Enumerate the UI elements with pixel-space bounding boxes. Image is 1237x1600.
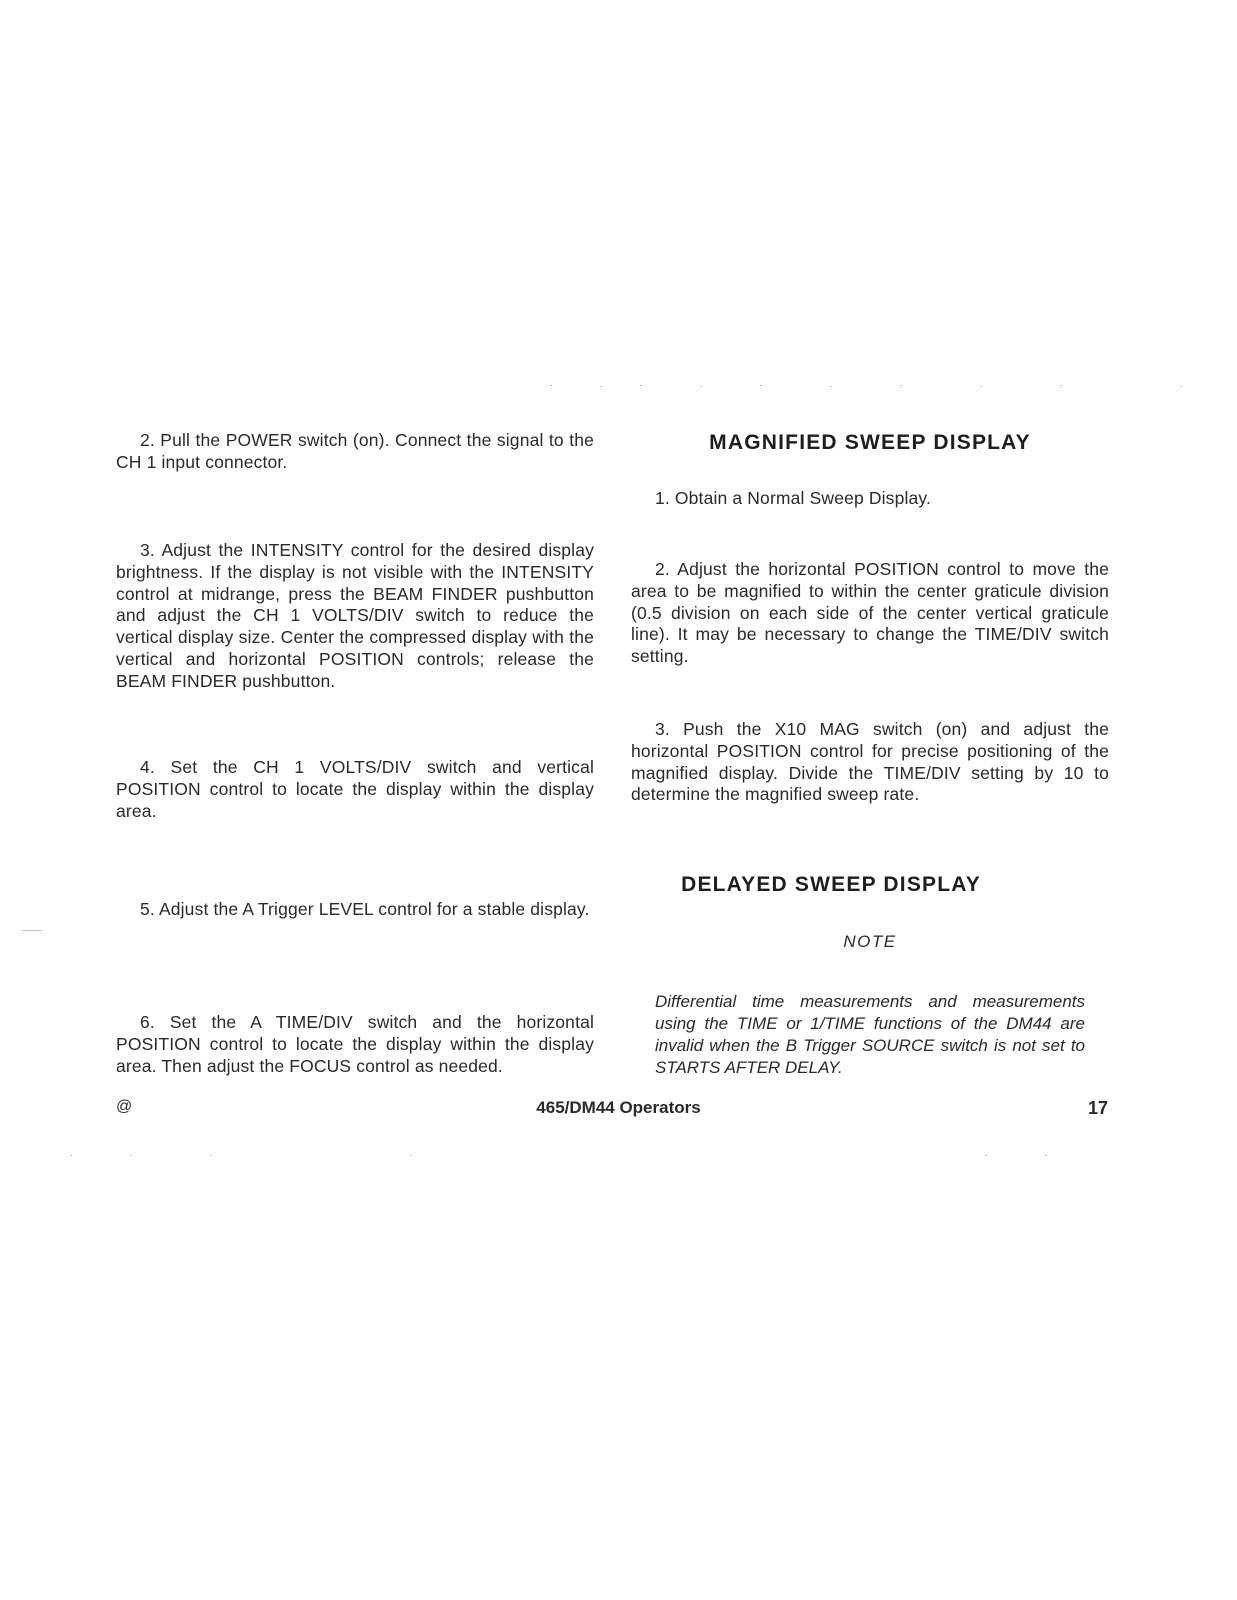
left-step-6: 6. Set the A TIME/DIV switch and the horizontal POSITION control to locate the display within the display area. Then adjust the FOCUS control as needed. [116, 1012, 594, 1076]
scan-speck [600, 386, 602, 387]
scan-speck [410, 1155, 412, 1156]
scan-speck [550, 385, 552, 386]
note-text: Differential time measurements and measurements using the TIME or 1/TIME functions of the DM44 are invalid when the B Trigger SOURCE switch is not set to STARTS AFTER DELAY. [655, 992, 1085, 1077]
scan-speck [900, 385, 902, 386]
left-step-3: 3. Adjust the INTENSITY control for the desired display brightness. If the display is not visible with the INTENSITY control at midrange, press the BEAM FINDER pushbutton and adjust the CH 1 VOLTS/DIV switch to reduce the vertical display size. Center the compressed display with the vertical and horizontal POSITION controls; release the BEAM FINDER pushbutton. [116, 540, 594, 691]
footer-symbol: @ [116, 1098, 133, 1115]
scan-speck [830, 386, 832, 387]
scan-speck [760, 385, 762, 386]
delayed-sweep-heading: DELAYED SWEEP DISPLAY [681, 873, 981, 896]
scan-speck [130, 1155, 132, 1156]
left-step-5: 5. Adjust the A Trigger LEVEL control for a stable display. [140, 899, 590, 919]
scan-speck [640, 385, 642, 386]
magnified-step-2: 2. Adjust the horizontal POSITION control to move the area to be magnified to within the center graticule division (0.5 division on each side of the center vertical graticule line). It may be necessary to change the TIME/DIV switch setting. [631, 559, 1109, 667]
scan-speck [210, 1155, 212, 1156]
footer-title: 465/DM44 Operators [536, 1098, 701, 1117]
magnified-step-3: 3. Push the X10 MAG switch (on) and adjust the horizontal POSITION control for precise positioning of the magnified display. Divide the TIME/DIV setting by 10 to determine the magnified sweep rate. [631, 719, 1109, 805]
scan-speck [980, 386, 982, 387]
scan-speck [1060, 385, 1062, 386]
magnified-step-1: 1. Obtain a Normal Sweep Display. [655, 488, 931, 508]
scan-speck [1045, 1155, 1047, 1156]
scan-speck [700, 386, 702, 387]
magnified-sweep-heading: MAGNIFIED SWEEP DISPLAY [709, 431, 1031, 454]
scan-speck [22, 930, 42, 931]
left-step-4: 4. Set the CH 1 VOLTS/DIV switch and vertical POSITION control to locate the display within the display area. [116, 757, 594, 821]
scan-speck [985, 1155, 987, 1156]
left-step-2: 2. Pull the POWER switch (on). Connect the signal to the CH 1 input connector. [116, 430, 594, 472]
scan-speck [70, 1155, 72, 1156]
note-label: NOTE [843, 932, 897, 951]
page-number: 17 [1087, 1098, 1108, 1118]
scan-speck [1180, 386, 1182, 387]
